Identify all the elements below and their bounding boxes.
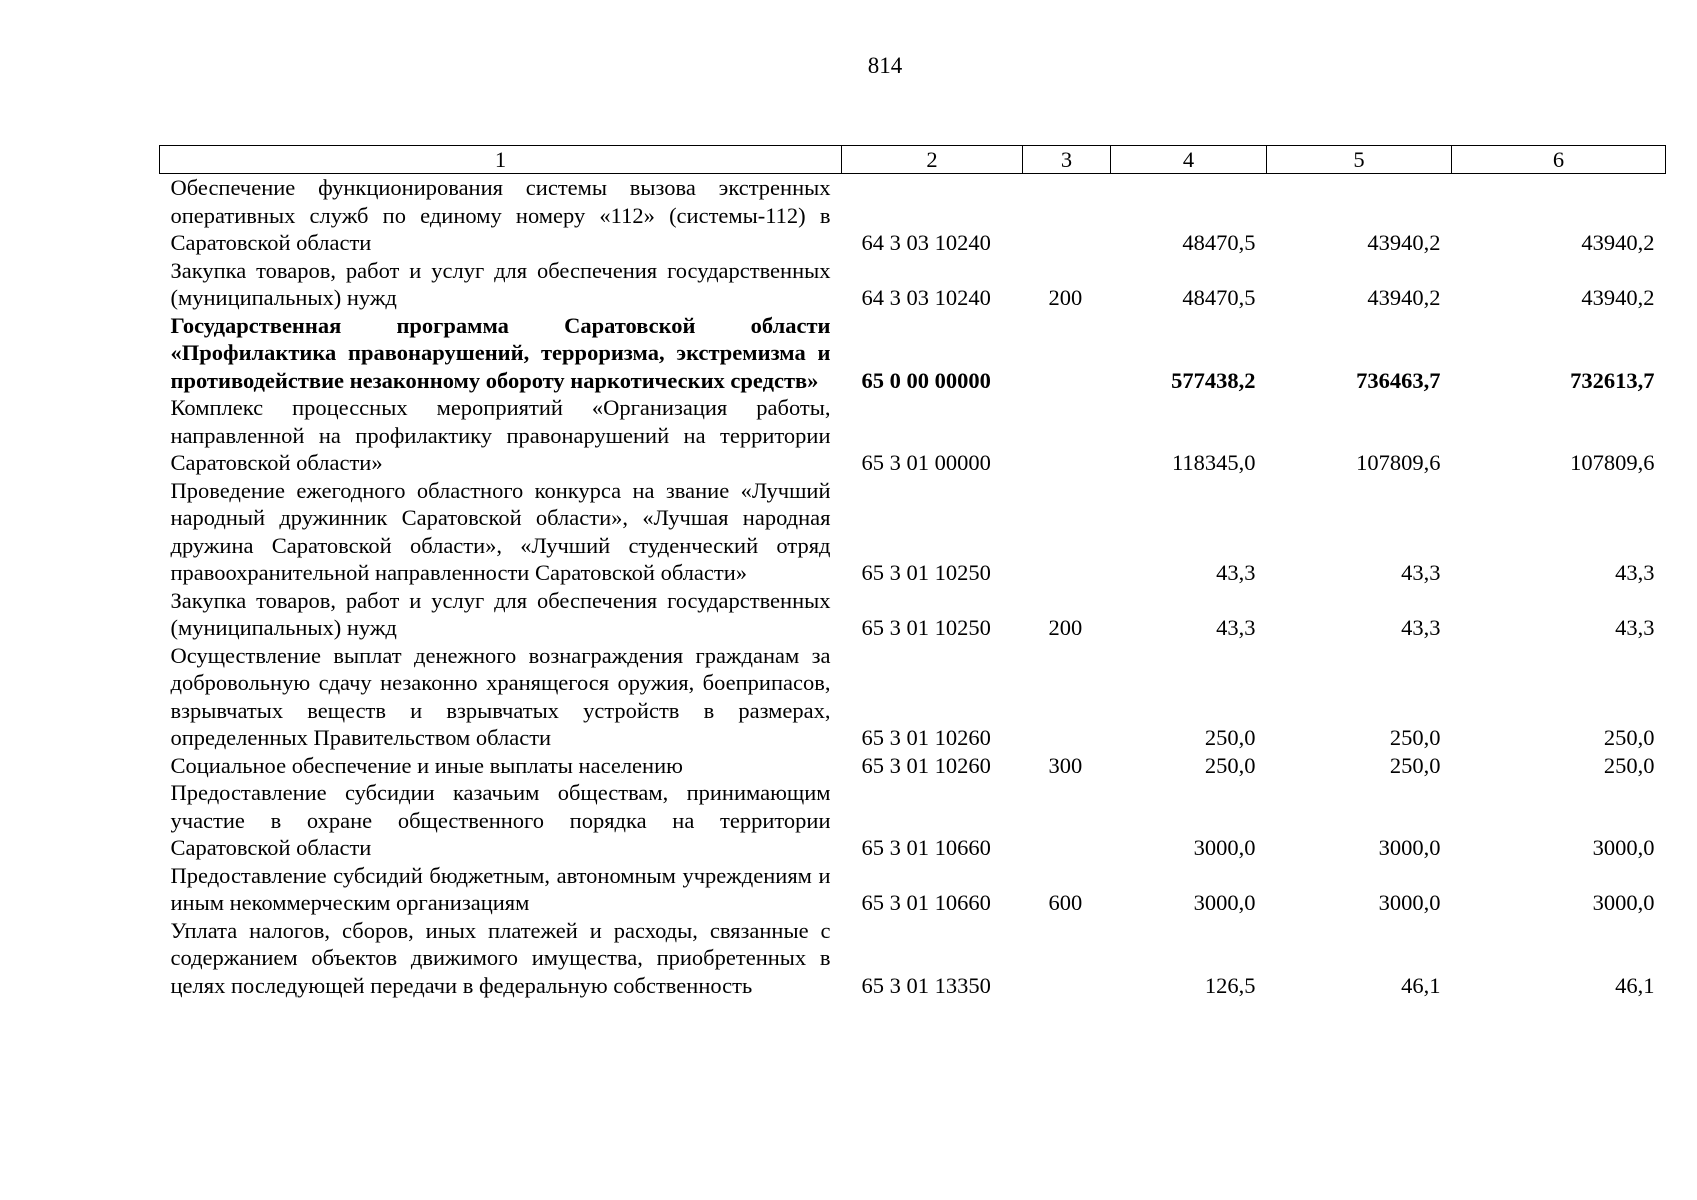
table-row <box>160 752 1666 780</box>
row-code: 65 3 01 10660 <box>861 835 991 860</box>
row-expense-type <box>1023 642 1111 752</box>
row-description: Осуществление выплат денежного вознаграждения гражданам за добровольную сдачу незаконно хранящегося оружия, боеприпасов, взрывчатых веществ и взрывчатых устройств в размерах, определенных Правительством области <box>170 642 831 750</box>
row-expense-type: 600 <box>1048 890 1083 915</box>
row-value-col4: 250,0 <box>1204 752 1256 778</box>
table-row <box>160 312 1666 395</box>
row-description: Проведение ежегодного областного конкурса на звание «Лучший народный дружинник Саратовской области», «Лучшая народная дружина Саратовской области», «Лучший студенческий отряд правоохранительной направленности Саратовской области» <box>170 477 831 585</box>
column-header: 6 <box>1452 146 1666 174</box>
table-row <box>160 257 1666 312</box>
row-description: Закупка товаров, работ и услуг для обеспечения государственных (муниципальных) нужд <box>170 587 831 640</box>
row-expense-type <box>1023 779 1111 862</box>
column-header: 3 <box>1023 146 1111 174</box>
row-description: Закупка товаров, работ и услуг для обеспечения государственных (муниципальных) нужд <box>170 257 831 310</box>
row-code: 64 3 03 10240 <box>861 285 991 310</box>
table-header-row <box>160 146 1666 174</box>
row-value-col4: 250,0 <box>1204 725 1256 750</box>
row-value-col5: 43,3 <box>1401 560 1441 585</box>
row-expense-type: 200 <box>1048 285 1083 310</box>
table-row <box>160 862 1666 917</box>
row-value-col5: 250,0 <box>1389 725 1441 750</box>
table-row <box>160 642 1666 752</box>
row-code: 65 3 01 00000 <box>861 450 991 475</box>
row-value-col6: 43,3 <box>1615 560 1655 585</box>
table-body <box>160 174 1666 1000</box>
row-code: 65 3 01 10260 <box>861 725 991 750</box>
row-code: 64 3 03 10240 <box>861 230 991 255</box>
row-value-col6: 43,3 <box>1615 615 1655 640</box>
row-value-col6: 732613,7 <box>1570 367 1655 393</box>
row-description: Уплата налогов, сборов, иных платежей и расходы, связанные с содержанием объектов движимого имущества, приобретенных в целях последующей передачи в федеральную собственность <box>170 917 831 998</box>
row-code: 65 3 01 10260 <box>861 752 991 778</box>
row-value-col6: 250,0 <box>1603 752 1655 778</box>
column-header: 4 <box>1111 146 1267 174</box>
row-value-col5: 250,0 <box>1389 752 1441 778</box>
row-value-col4: 3000,0 <box>1193 835 1256 860</box>
row-value-col5: 43,3 <box>1401 615 1441 640</box>
page-number: 814 <box>867 53 903 78</box>
row-value-col4: 48470,5 <box>1182 230 1256 255</box>
row-expense-type <box>1023 917 1111 1000</box>
row-value-col6: 3000,0 <box>1592 835 1655 860</box>
column-header: 1 <box>160 146 842 174</box>
row-expense-type: 300 <box>1048 752 1083 778</box>
row-description: Государственная программа Саратовской области «Профилактика правонарушений, терроризма, экстремизма и противодействие незаконному обороту наркотических средств» <box>170 312 831 393</box>
table-row <box>160 477 1666 587</box>
table-row <box>160 917 1666 1000</box>
row-expense-type <box>1023 477 1111 587</box>
row-value-col6: 43940,2 <box>1581 230 1655 255</box>
row-value-col4: 126,5 <box>1204 972 1256 998</box>
row-value-col4: 577438,2 <box>1171 367 1256 393</box>
row-code: 65 3 01 10250 <box>861 615 991 640</box>
table-row <box>160 779 1666 862</box>
row-expense-type <box>1023 174 1111 257</box>
row-expense-type <box>1023 394 1111 477</box>
row-value-col6: 43940,2 <box>1581 285 1655 310</box>
row-value-col4: 48470,5 <box>1182 285 1256 310</box>
row-expense-type: 200 <box>1048 615 1083 640</box>
row-description: Обеспечение функционирования системы вызова экстренных оперативных служб по единому номеру «112» (системы-112) в Саратовской области <box>170 175 831 255</box>
table-row <box>160 174 1666 257</box>
row-value-col4: 3000,0 <box>1193 890 1256 915</box>
row-value-col6: 46,1 <box>1615 972 1655 998</box>
row-code: 65 3 01 10250 <box>861 560 991 585</box>
budget-table <box>159 145 1666 999</box>
row-value-col5: 3000,0 <box>1378 890 1441 915</box>
row-value-col5: 46,1 <box>1401 972 1441 998</box>
row-value-col5: 736463,7 <box>1356 367 1441 393</box>
row-value-col5: 3000,0 <box>1378 835 1441 860</box>
row-code: 65 3 01 10660 <box>861 890 991 915</box>
row-value-col5: 43940,2 <box>1367 285 1441 310</box>
row-description: Социальное обеспечение и иные выплаты населению <box>170 752 683 778</box>
row-value-col6: 107809,6 <box>1570 450 1655 475</box>
row-code: 65 3 01 13350 <box>861 972 991 998</box>
table-row <box>160 394 1666 477</box>
column-header: 5 <box>1267 146 1452 174</box>
row-description: Предоставление субсидии казачьим обществам, принимающим участие в охране общественного порядка на территории Саратовской области <box>170 780 831 860</box>
row-code: 65 0 00 00000 <box>861 367 991 393</box>
row-value-col5: 107809,6 <box>1356 450 1441 475</box>
column-header: 2 <box>842 146 1023 174</box>
row-value-col4: 43,3 <box>1216 560 1256 585</box>
row-value-col4: 118345,0 <box>1171 450 1256 475</box>
row-value-col6: 3000,0 <box>1592 890 1655 915</box>
row-value-col6: 250,0 <box>1603 725 1655 750</box>
row-expense-type <box>1023 312 1111 395</box>
row-value-col4: 43,3 <box>1216 615 1256 640</box>
row-description: Предоставление субсидий бюджетным, автономным учреждениям и иным некоммерческим организациям <box>170 862 831 915</box>
row-description: Комплекс процессных мероприятий «Организация работы, направленной на профилактику правонарушений на территории Саратовской области» <box>170 395 831 475</box>
table-row <box>160 587 1666 642</box>
row-value-col5: 43940,2 <box>1367 230 1441 255</box>
